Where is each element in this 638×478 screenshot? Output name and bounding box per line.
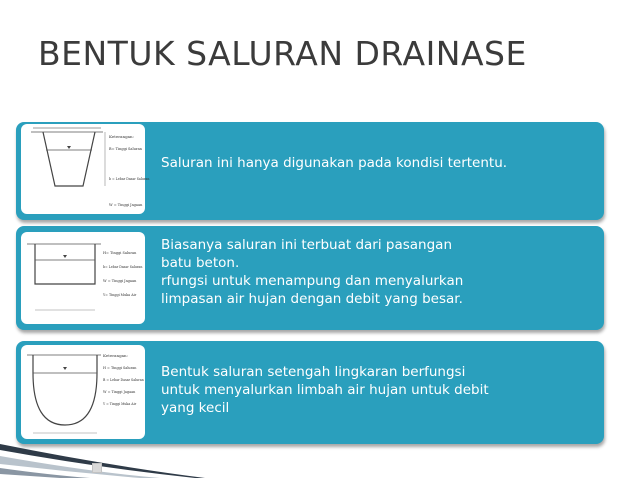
trapezoid-channel-outline — [43, 132, 95, 186]
legend-line-2: H = Tinggi Saluran — [103, 366, 137, 370]
legend-line-2: B= Tinggi Saluran — [109, 147, 142, 151]
legend-line-1: Keterangan: — [109, 134, 134, 139]
description-line: yang kecil — [161, 400, 230, 416]
legend-line-1: H= Tinggi Saluran — [103, 251, 137, 255]
water-level-marker-icon — [67, 146, 71, 149]
description-line: untuk menyalurkan limbah air hujan untuk debit — [161, 382, 489, 398]
slide-title: BENTUK SALURAN DRAINASE — [38, 34, 527, 73]
card-description — [161, 154, 507, 172]
legend-line-4: W = Tinggi Jagaan — [103, 390, 136, 394]
description-line: Biasanya saluran ini terbuat dari pasangan — [161, 237, 453, 253]
legend-line-5: Y = Tinggi Muka Air — [103, 402, 137, 406]
trapezoid-channel-svg — [21, 124, 150, 214]
legend-line-1: Keterangan: — [103, 353, 128, 358]
description-line: batu beton. — [161, 255, 240, 271]
legend-line-3: B = Lebar Dasar Saluran — [103, 378, 144, 382]
channel-card-trapezoid — [16, 122, 604, 220]
rectangular-channel-outline — [35, 244, 95, 284]
rectangular-channel-svg — [21, 232, 145, 324]
legend-line-4: Y= Tinggi Muka Air — [103, 293, 137, 297]
water-level-marker-icon — [63, 367, 67, 370]
decorative-corner-swoosh — [0, 408, 210, 478]
legend-line-4: W = Tinggi Jagaan — [109, 203, 143, 207]
trapezoid-channel-diagram — [21, 124, 150, 214]
card-description — [161, 236, 463, 308]
card-description — [161, 363, 489, 417]
description-line: Bentuk saluran setengah lingkaran berfungsi — [161, 364, 466, 380]
description-line: rfungsi untuk menampung dan menyalurkan — [161, 273, 464, 289]
slide-number-marker — [92, 463, 102, 473]
legend-line-3: W = Tinggi Jagaan — [103, 279, 137, 283]
rectangular-channel-diagram — [21, 232, 145, 324]
channel-card-rectangle — [16, 226, 604, 330]
legend-line-2: b= Lebar Dasar Saluran — [103, 265, 143, 269]
legend-line-3: b = Lebar Dasar Saluran — [109, 177, 150, 181]
water-level-marker-icon — [63, 255, 67, 258]
description-line: limpasan air hujan dengan debit yang besar. — [161, 291, 463, 307]
description-line: Saluran ini hanya digunakan pada kondisi tertentu. — [161, 155, 508, 171]
